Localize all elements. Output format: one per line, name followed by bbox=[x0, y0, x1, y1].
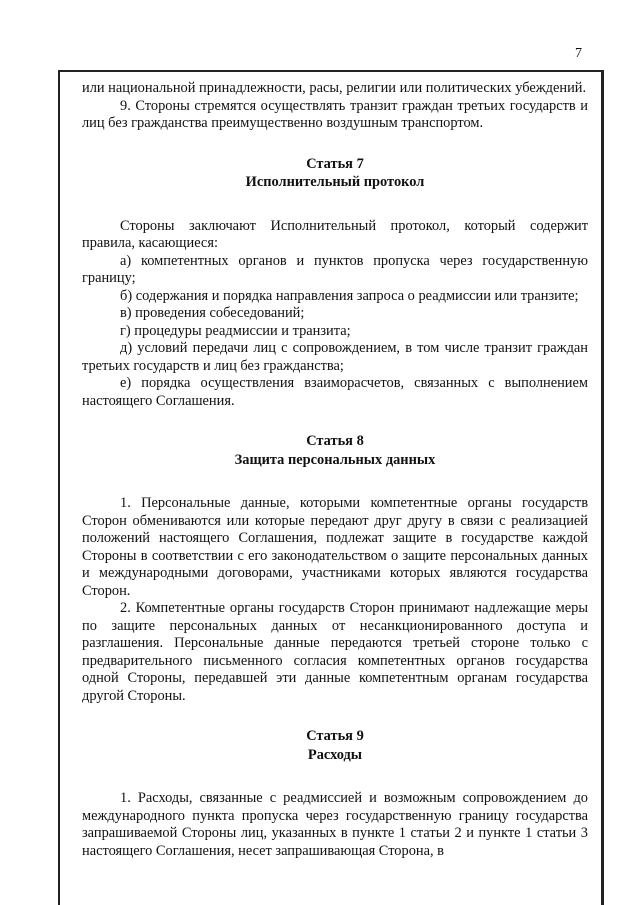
article-7-item: е) порядка осуществления взаиморасчетов, связанных с выполнением настоящего Соглашения. bbox=[82, 375, 588, 409]
article-9-title: Расходы bbox=[307, 746, 363, 763]
article-8-title: Защита персональных данных bbox=[234, 451, 436, 468]
document-body bbox=[82, 80, 588, 860]
continuation-text: или национальной принадлежности, расы, религии или политических убеждений. bbox=[82, 80, 587, 96]
article-8-paragraph: 1. Персональные данные, которыми компетентные органы государств Сторон обмениваются или которые передают друг другу в связи с реализацией положений настоящего Соглашения, подлежат защите в государстве каждой Стороны в соответствии с его законодательством о защите персональных данных и международными договорами, участниками которых являются государства Сторон. bbox=[82, 495, 588, 599]
article-9-paragraph: 1. Расходы, связанные с реадмиссией и возможным сопровождением до международного пункта пропуска через государственную границу государства запрашиваемой Стороны лиц, указанных в пункте 1 статьи 2 и пункте 1 статьи 3 настоящего Соглашения, несет запрашивающая Сторона, в bbox=[82, 790, 588, 859]
item-9: 9. Стороны стремятся осуществлять транзит граждан третьих государств и лиц без гражданства преимущественно воздушным транспортом. bbox=[82, 97, 588, 131]
article-7-item: в) проведения собеседований; bbox=[120, 305, 305, 321]
article-7-item: д) условий передачи лиц с сопровождением, в том числе транзит граждан третьих государств и лиц без гражданства; bbox=[82, 340, 588, 374]
article-8-paragraph: 2. Компетентные органы государств Сторон принимают надлежащие меры по защите персональных данных от несанкционированного доступа и разглашения. Персональные данные передаются третьей стороне только с предварительного письменного согласия компетентных органов государства одной Стороны, передавшей эти данные компетентным органам государства другой Стороны. bbox=[82, 600, 588, 704]
article-7-title: Исполнительный протокол bbox=[245, 174, 425, 190]
article-7-item: б) содержания и порядка направления запроса о реадмиссии или транзите; bbox=[120, 287, 579, 304]
article-7-item: а) компетентных органов и пунктов пропуска через государственную границу; bbox=[82, 252, 588, 286]
article-7-lead: Стороны заключают Исполнительный протокол, который содержит правила, касающиеся: bbox=[82, 217, 588, 251]
article-7-item: г) процедуры реадмиссии и транзита; bbox=[120, 322, 351, 339]
article-7-heading: Статья 7 bbox=[306, 155, 364, 172]
article-8-heading: Статья 8 bbox=[306, 433, 364, 449]
page-number: 7 bbox=[575, 46, 582, 61]
article-9-heading: Статья 9 bbox=[306, 728, 364, 744]
